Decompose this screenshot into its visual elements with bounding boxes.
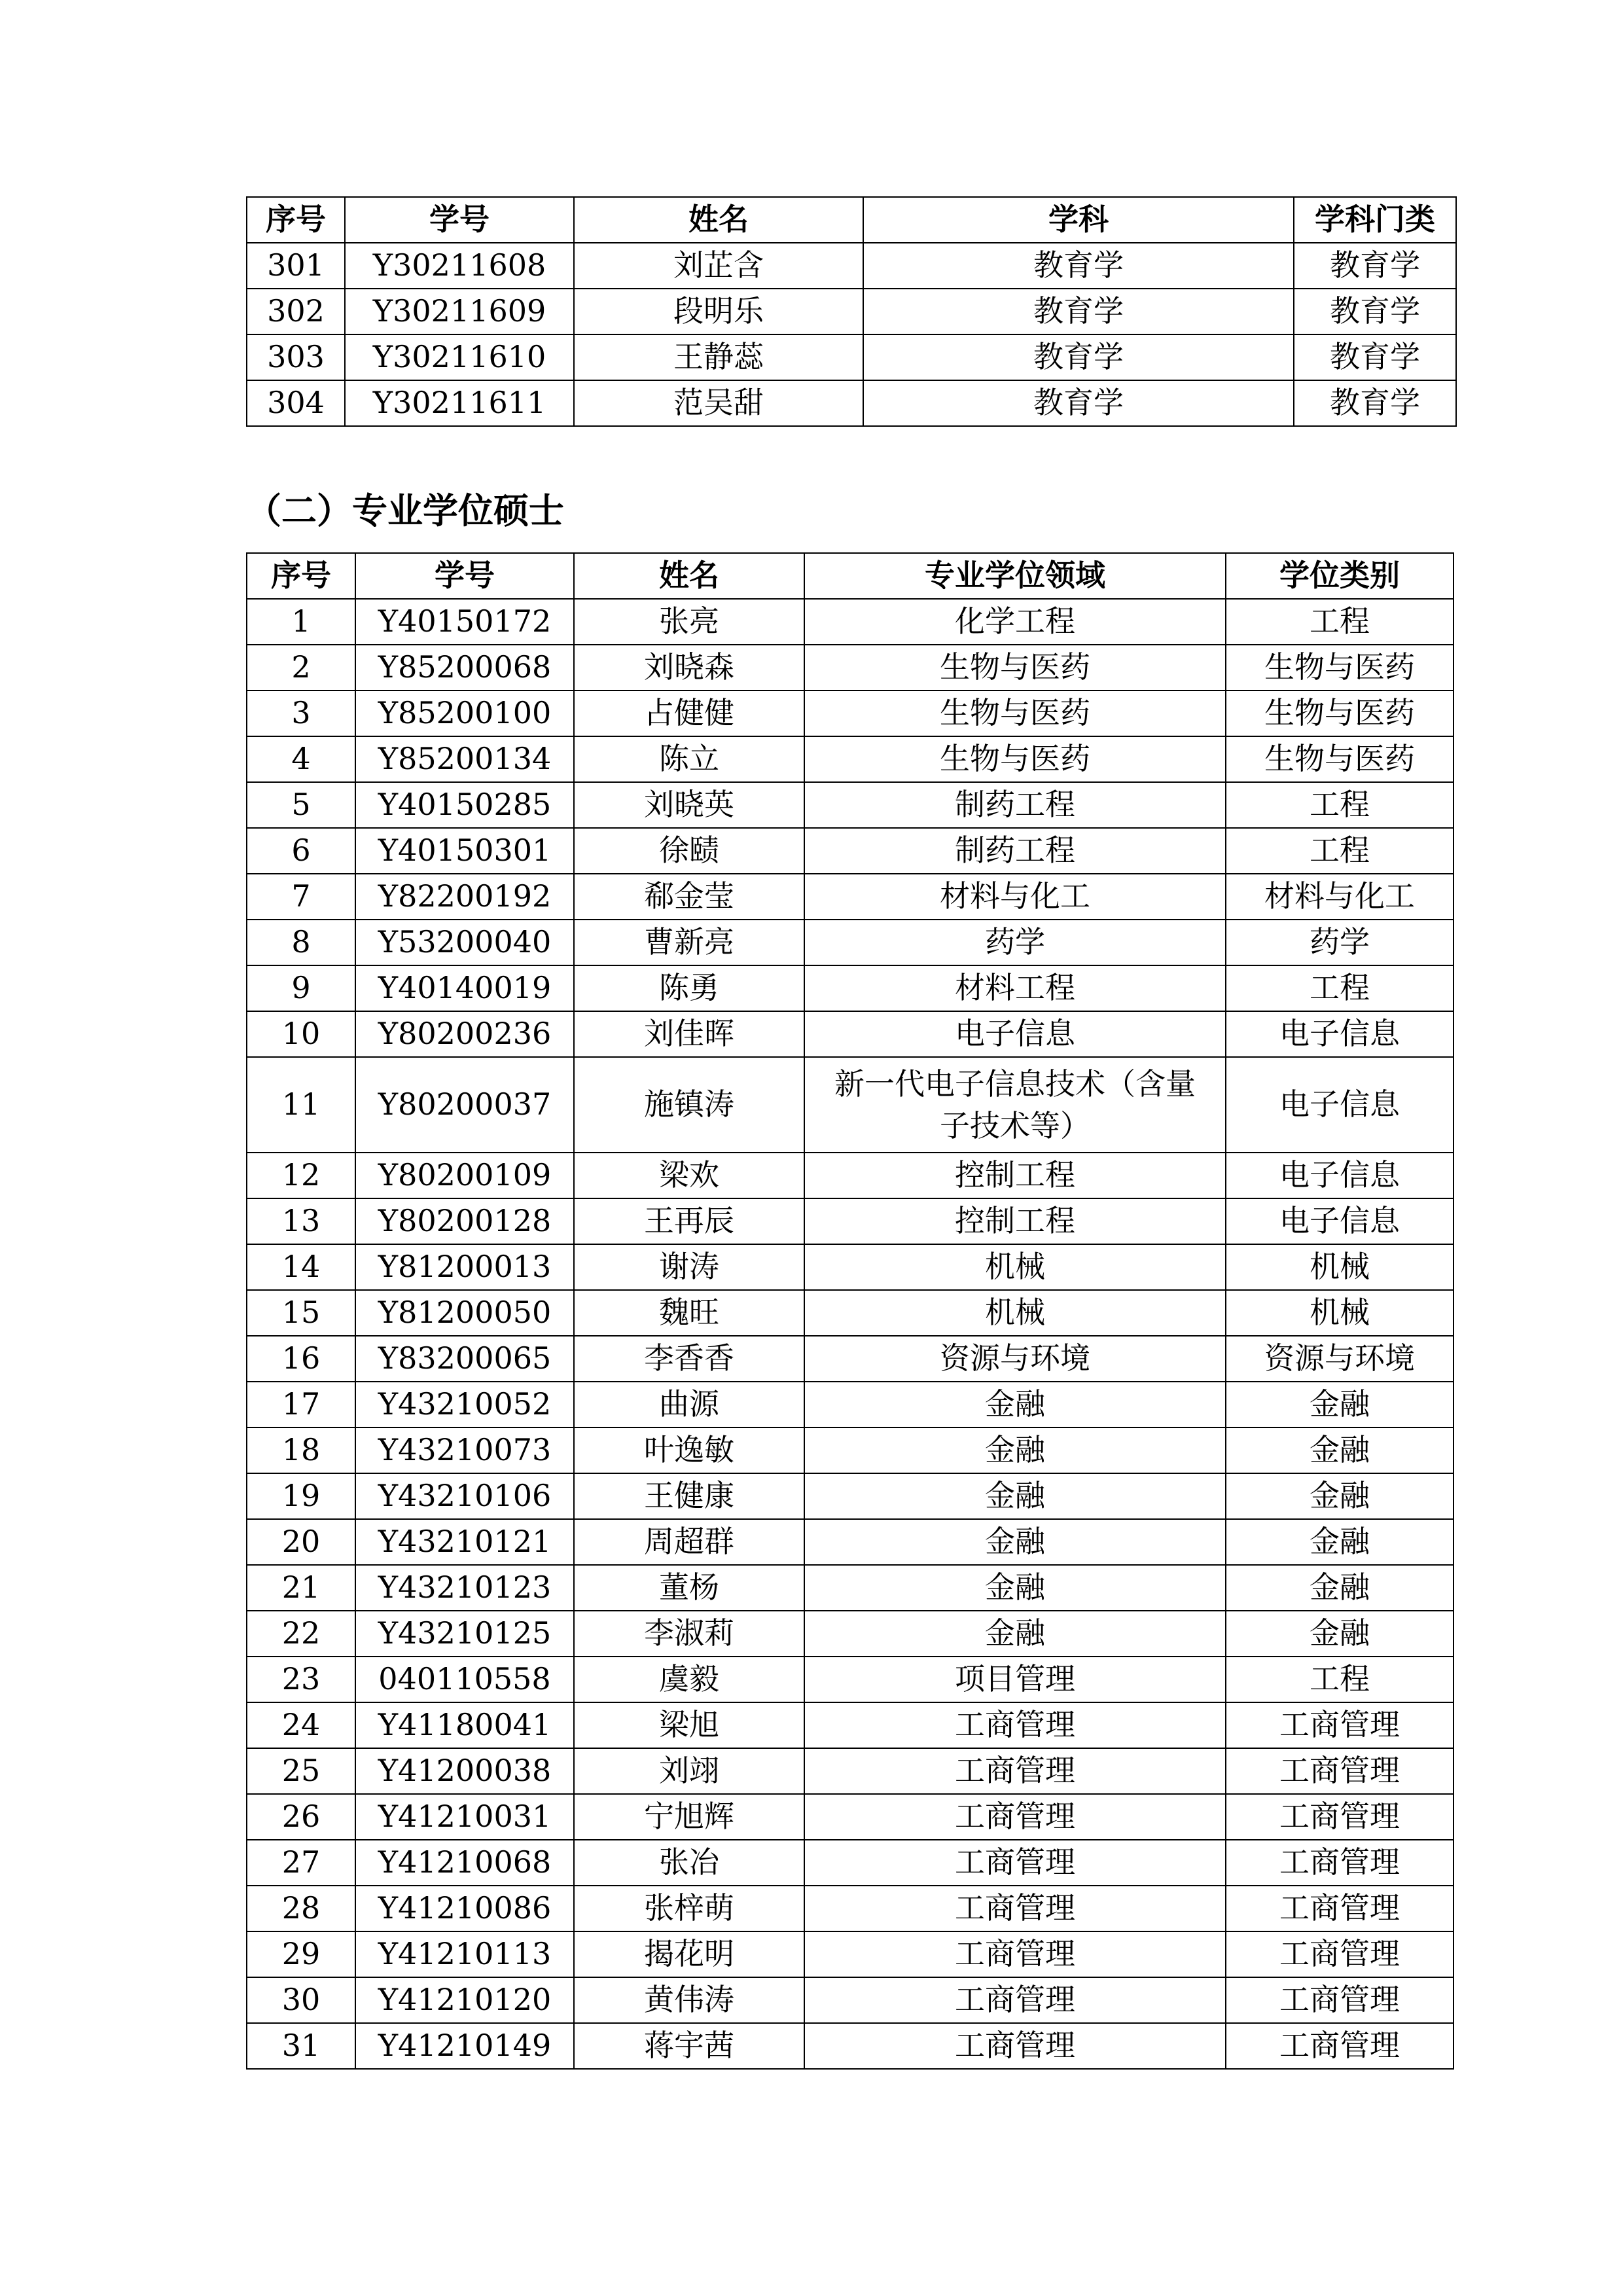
cell-field: 制药工程 (804, 828, 1226, 874)
cell-student-id: Y41200038 (355, 1748, 574, 1794)
cell-name: 王健康 (574, 1473, 804, 1519)
cell-index: 29 (247, 1931, 355, 1977)
cell-index: 6 (247, 828, 355, 874)
cell-category: 机械 (1226, 1244, 1454, 1290)
table-row (247, 380, 1456, 426)
cell-index: 30 (247, 1977, 355, 2023)
cell-index: 301 (247, 243, 345, 289)
cell-field: 控制工程 (804, 1153, 1226, 1198)
cell-name: 蒋宇茜 (574, 2023, 804, 2069)
cell-field: 教育学 (863, 289, 1294, 334)
header-degree-category: 学位类别 (1226, 553, 1454, 599)
cell-field: 工商管理 (804, 1794, 1226, 1840)
cell-field: 教育学 (863, 334, 1294, 380)
cell-category: 工商管理 (1226, 1702, 1454, 1748)
cell-field: 机械 (804, 1244, 1226, 1290)
cell-name: 刘晓英 (574, 782, 804, 828)
table-row (247, 1840, 1454, 1886)
cell-field: 金融 (804, 1519, 1226, 1565)
header-name: 姓名 (574, 553, 804, 599)
cell-category: 金融 (1226, 1611, 1454, 1657)
cell-field: 教育学 (863, 243, 1294, 289)
cell-field: 材料与化工 (804, 874, 1226, 920)
cell-student-id: Y41210149 (355, 2023, 574, 2069)
table-row (247, 1153, 1454, 1198)
cell-student-id: Y43210073 (355, 1427, 574, 1473)
cell-category: 工商管理 (1226, 1931, 1454, 1977)
cell-field: 金融 (804, 1565, 1226, 1611)
cell-category: 工商管理 (1226, 2023, 1454, 2069)
cell-field: 金融 (804, 1611, 1226, 1657)
cell-student-id: Y30211611 (345, 380, 574, 426)
cell-name: 刘佳晖 (574, 1011, 804, 1057)
cell-category: 工程 (1226, 828, 1454, 874)
cell-category: 工程 (1226, 782, 1454, 828)
cell-index: 24 (247, 1702, 355, 1748)
header-student-id: 学号 (355, 553, 574, 599)
cell-name: 段明乐 (574, 289, 863, 334)
table-header-row (247, 553, 1454, 599)
cell-name: 范吴甜 (574, 380, 863, 426)
cell-field: 工商管理 (804, 1886, 1226, 1931)
cell-student-id: Y81200050 (355, 1290, 574, 1336)
cell-index: 7 (247, 874, 355, 920)
header-index: 序号 (247, 553, 355, 599)
cell-field: 制药工程 (804, 782, 1226, 828)
cell-index: 19 (247, 1473, 355, 1519)
cell-index: 3 (247, 691, 355, 736)
cell-field: 工商管理 (804, 1931, 1226, 1977)
table-row (247, 1748, 1454, 1794)
table-row (247, 1565, 1454, 1611)
cell-name: 曲源 (574, 1382, 804, 1427)
cell-field: 生物与医药 (804, 736, 1226, 782)
table-row (247, 1702, 1454, 1748)
cell-name: 黄伟涛 (574, 1977, 804, 2023)
cell-category: 药学 (1226, 920, 1454, 965)
header-student-id: 学号 (345, 197, 574, 243)
table-row (247, 691, 1454, 736)
cell-student-id: Y40150285 (355, 782, 574, 828)
cell-student-id: Y43210123 (355, 1565, 574, 1611)
cell-category: 工商管理 (1226, 1977, 1454, 2023)
cell-student-id: Y85200100 (355, 691, 574, 736)
cell-index: 13 (247, 1198, 355, 1244)
cell-student-id: Y41210113 (355, 1931, 574, 1977)
cell-student-id: Y30211610 (345, 334, 574, 380)
table-row (247, 1244, 1454, 1290)
cell-index: 21 (247, 1565, 355, 1611)
cell-category: 生物与医药 (1226, 736, 1454, 782)
cell-student-id: Y53200040 (355, 920, 574, 965)
cell-category: 材料与化工 (1226, 874, 1454, 920)
cell-field: 金融 (804, 1427, 1226, 1473)
table-row (247, 1931, 1454, 1977)
cell-name: 曹新亮 (574, 920, 804, 965)
cell-category: 教育学 (1294, 289, 1456, 334)
cell-index: 18 (247, 1427, 355, 1473)
table-body (247, 599, 1454, 2069)
table-row (247, 828, 1454, 874)
cell-category: 工商管理 (1226, 1886, 1454, 1931)
cell-name: 陈勇 (574, 965, 804, 1011)
cell-field: 工商管理 (804, 1977, 1226, 2023)
cell-student-id: Y80200037 (355, 1057, 574, 1153)
cell-name: 张冶 (574, 1840, 804, 1886)
cell-field: 项目管理 (804, 1657, 1226, 1702)
cell-category: 金融 (1226, 1565, 1454, 1611)
cell-index: 23 (247, 1657, 355, 1702)
cell-name: 李香香 (574, 1336, 804, 1382)
table-row (247, 1290, 1454, 1336)
cell-student-id: Y41210086 (355, 1886, 574, 1931)
table-row (247, 599, 1454, 645)
cell-name: 张梓萌 (574, 1886, 804, 1931)
table-row (247, 1198, 1454, 1244)
cell-index: 10 (247, 1011, 355, 1057)
cell-index: 11 (247, 1057, 355, 1153)
cell-student-id: Y40140019 (355, 965, 574, 1011)
cell-student-id: Y40150301 (355, 828, 574, 874)
table-row (247, 920, 1454, 965)
cell-student-id: Y80200109 (355, 1153, 574, 1198)
header-name: 姓名 (574, 197, 863, 243)
cell-field: 控制工程 (804, 1198, 1226, 1244)
cell-index: 9 (247, 965, 355, 1011)
table-body (247, 243, 1456, 426)
cell-category: 教育学 (1294, 334, 1456, 380)
cell-field: 生物与医药 (804, 645, 1226, 691)
cell-index: 16 (247, 1336, 355, 1382)
cell-category: 金融 (1226, 1427, 1454, 1473)
cell-index: 20 (247, 1519, 355, 1565)
cell-student-id: Y43210106 (355, 1473, 574, 1519)
table-row (247, 965, 1454, 1011)
cell-index: 15 (247, 1290, 355, 1336)
cell-category: 工程 (1226, 1657, 1454, 1702)
cell-student-id: Y30211609 (345, 289, 574, 334)
cell-index: 5 (247, 782, 355, 828)
cell-field: 工商管理 (804, 1702, 1226, 1748)
cell-student-id: Y80200128 (355, 1198, 574, 1244)
table-row (247, 1794, 1454, 1840)
table-row (247, 1382, 1454, 1427)
cell-index: 25 (247, 1748, 355, 1794)
cell-category: 生物与医药 (1226, 691, 1454, 736)
cell-category: 工程 (1226, 599, 1454, 645)
cell-field: 金融 (804, 1473, 1226, 1519)
cell-student-id: Y80200236 (355, 1011, 574, 1057)
cell-name: 梁欢 (574, 1153, 804, 1198)
table-row (247, 2023, 1454, 2069)
cell-field: 工商管理 (804, 1748, 1226, 1794)
cell-name: 宁旭辉 (574, 1794, 804, 1840)
cell-field: 药学 (804, 920, 1226, 965)
cell-name: 刘晓森 (574, 645, 804, 691)
cell-student-id: Y85200068 (355, 645, 574, 691)
cell-index: 28 (247, 1886, 355, 1931)
header-discipline-category: 学科门类 (1294, 197, 1456, 243)
cell-student-id: Y41180041 (355, 1702, 574, 1748)
cell-name: 虞毅 (574, 1657, 804, 1702)
cell-index: 1 (247, 599, 355, 645)
table-row (247, 874, 1454, 920)
table-header-row (247, 197, 1456, 243)
cell-name: 王静蕊 (574, 334, 863, 380)
header-discipline: 学科 (863, 197, 1294, 243)
cell-student-id: Y41210068 (355, 1840, 574, 1886)
cell-category: 工程 (1226, 965, 1454, 1011)
cell-category: 教育学 (1294, 380, 1456, 426)
table-row (247, 243, 1456, 289)
cell-name: 刘翊 (574, 1748, 804, 1794)
cell-name: 叶逸敏 (574, 1427, 804, 1473)
cell-category: 资源与环境 (1226, 1336, 1454, 1382)
cell-category: 工商管理 (1226, 1794, 1454, 1840)
cell-student-id: Y82200192 (355, 874, 574, 920)
cell-name: 谢涛 (574, 1244, 804, 1290)
cell-name: 魏旺 (574, 1290, 804, 1336)
cell-student-id: Y81200013 (355, 1244, 574, 1290)
cell-index: 8 (247, 920, 355, 965)
cell-name: 刘芷含 (574, 243, 863, 289)
cell-field: 生物与医药 (804, 691, 1226, 736)
cell-name: 施镇涛 (574, 1057, 804, 1153)
table-row (247, 1011, 1454, 1057)
cell-student-id: Y85200134 (355, 736, 574, 782)
cell-field: 材料工程 (804, 965, 1226, 1011)
cell-category: 电子信息 (1226, 1011, 1454, 1057)
cell-index: 22 (247, 1611, 355, 1657)
cell-student-id: Y30211608 (345, 243, 574, 289)
cell-index: 14 (247, 1244, 355, 1290)
cell-field: 工商管理 (804, 1840, 1226, 1886)
table-academic-degree (246, 196, 1457, 427)
cell-field: 教育学 (863, 380, 1294, 426)
cell-category: 金融 (1226, 1519, 1454, 1565)
cell-field: 金融 (804, 1382, 1226, 1427)
cell-name: 王再辰 (574, 1198, 804, 1244)
cell-name: 揭花明 (574, 1931, 804, 1977)
cell-category: 工商管理 (1226, 1840, 1454, 1886)
cell-index: 12 (247, 1153, 355, 1198)
cell-name: 张亮 (574, 599, 804, 645)
cell-name: 周超群 (574, 1519, 804, 1565)
table-row (247, 1611, 1454, 1657)
cell-category: 电子信息 (1226, 1153, 1454, 1198)
cell-student-id: Y43210052 (355, 1382, 574, 1427)
header-index: 序号 (247, 197, 345, 243)
cell-field: 资源与环境 (804, 1336, 1226, 1382)
cell-category: 机械 (1226, 1290, 1454, 1336)
table-row (247, 1519, 1454, 1565)
table-row (247, 289, 1456, 334)
table-row (247, 1057, 1454, 1153)
table-professional-degree (246, 552, 1454, 2070)
table-row (247, 1657, 1454, 1702)
cell-student-id: Y41210120 (355, 1977, 574, 2023)
cell-index: 17 (247, 1382, 355, 1427)
table-row (247, 1473, 1454, 1519)
cell-index: 302 (247, 289, 345, 334)
table-row (247, 1336, 1454, 1382)
cell-category: 生物与医药 (1226, 645, 1454, 691)
cell-student-id: Y41210031 (355, 1794, 574, 1840)
cell-name: 徐赜 (574, 828, 804, 874)
cell-index: 4 (247, 736, 355, 782)
cell-student-id: Y83200065 (355, 1336, 574, 1382)
table-row (247, 782, 1454, 828)
cell-student-id: Y43210121 (355, 1519, 574, 1565)
header-professional-field: 专业学位领域 (804, 553, 1226, 599)
cell-index: 31 (247, 2023, 355, 2069)
cell-field: 新一代电子信息技术（含量子技术等） (804, 1057, 1226, 1153)
cell-name: 占健健 (574, 691, 804, 736)
cell-student-id: Y43210125 (355, 1611, 574, 1657)
cell-index: 27 (247, 1840, 355, 1886)
table-row (247, 1886, 1454, 1931)
section-title: （二）专业学位硕士 (246, 490, 564, 531)
cell-index: 303 (247, 334, 345, 380)
table-row (247, 334, 1456, 380)
cell-name: 李淑莉 (574, 1611, 804, 1657)
cell-field: 化学工程 (804, 599, 1226, 645)
table-row (247, 645, 1454, 691)
table-row (247, 1427, 1454, 1473)
cell-field: 工商管理 (804, 2023, 1226, 2069)
cell-index: 304 (247, 380, 345, 426)
cell-field: 电子信息 (804, 1011, 1226, 1057)
cell-name: 梁旭 (574, 1702, 804, 1748)
table-row (247, 1977, 1454, 2023)
cell-name: 郗金莹 (574, 874, 804, 920)
cell-name: 董杨 (574, 1565, 804, 1611)
table-row (247, 736, 1454, 782)
cell-category: 教育学 (1294, 243, 1456, 289)
cell-student-id: Y40150172 (355, 599, 574, 645)
cell-category: 电子信息 (1226, 1198, 1454, 1244)
cell-name: 陈立 (574, 736, 804, 782)
cell-category: 电子信息 (1226, 1057, 1454, 1153)
cell-category: 金融 (1226, 1473, 1454, 1519)
cell-index: 26 (247, 1794, 355, 1840)
cell-field: 机械 (804, 1290, 1226, 1336)
cell-index: 2 (247, 645, 355, 691)
cell-student-id: 040110558 (355, 1657, 574, 1702)
cell-category: 金融 (1226, 1382, 1454, 1427)
cell-category: 工商管理 (1226, 1748, 1454, 1794)
